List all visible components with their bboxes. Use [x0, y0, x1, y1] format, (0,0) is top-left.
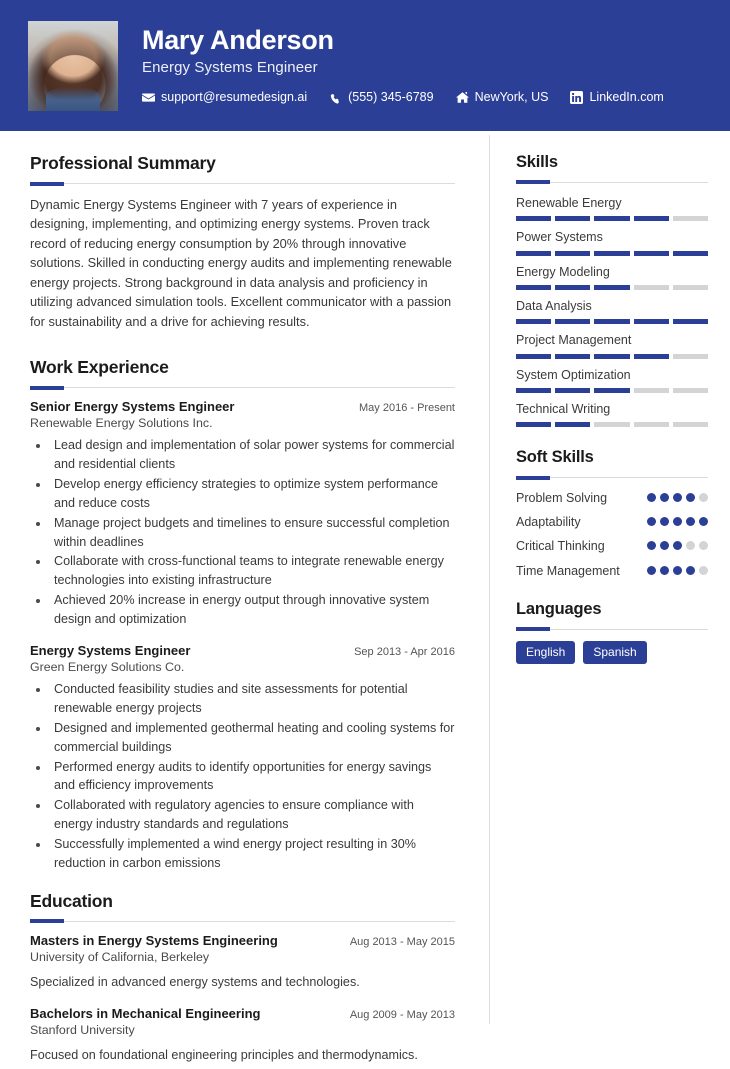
skill-segment [516, 422, 551, 427]
contact-email-label: support@resumedesign.ai [161, 90, 308, 105]
skill-segment [555, 319, 590, 324]
skill-row [516, 400, 708, 427]
skill-segment [594, 422, 629, 427]
experience-item [30, 643, 455, 873]
soft-skill-dot [699, 493, 708, 502]
skill-row [516, 228, 708, 255]
soft-skill-level-dots [647, 513, 708, 526]
experience-item [30, 399, 455, 629]
skill-level-bar [516, 285, 708, 290]
skill-segment [634, 319, 669, 324]
soft-skill-dot [660, 517, 669, 526]
skills-list [516, 194, 708, 428]
experience-bullet: • Collaborated with regulatory agencies to ensure compliance with energy industry standards and regulations [50, 796, 455, 834]
skill-level-bar [516, 422, 708, 427]
sidebar-column [490, 131, 730, 668]
skill-segment [594, 285, 629, 290]
phone-icon [329, 91, 342, 104]
education-school: Stanford University [30, 1022, 135, 1037]
soft-skill-dot [647, 541, 656, 550]
skill-segment [516, 354, 551, 359]
skill-segment [673, 251, 708, 256]
section-rule [516, 477, 708, 478]
skill-segment [634, 251, 669, 256]
experience-bullet: • Successfully implemented a wind energy project resulting in 30% reduction in carbon emissions [50, 835, 455, 873]
soft-skill-row [516, 513, 708, 531]
skill-segment [634, 388, 669, 393]
experience-company: Green Energy Solutions Co. [30, 659, 185, 674]
spacer [516, 434, 708, 448]
education-date: Aug 2009 - May 2013 [349, 1008, 455, 1021]
skill-name: Renewable Energy [516, 195, 622, 210]
skill-segment [673, 216, 708, 221]
soft-skill-dot [673, 541, 682, 550]
section-languages [516, 600, 708, 664]
section-rule [30, 921, 455, 922]
skill-level-bar [516, 354, 708, 359]
soft-skill-name: Problem Solving [516, 491, 608, 506]
avatar [28, 21, 118, 111]
skill-segment [594, 388, 629, 393]
soft-skill-dot [673, 566, 682, 575]
education-degree: Masters in Energy Systems Engineering [30, 932, 278, 948]
skill-level-bar [516, 319, 708, 324]
skill-segment [594, 251, 629, 256]
skill-segment [634, 422, 669, 427]
skill-level-bar [516, 216, 708, 221]
soft-skill-name: Adaptability [516, 515, 581, 530]
envelope-icon [142, 91, 155, 104]
soft-skill-row [516, 562, 708, 580]
experience-role: Senior Energy Systems Engineer [30, 399, 235, 415]
skill-segment [555, 388, 590, 393]
contact-linkedin[interactable] [570, 90, 663, 104]
experience-bullet: • Collaborate with cross-functional teams to integrate renewable energy technologies into existing infrastructure [50, 552, 455, 590]
section-rule [516, 629, 708, 630]
soft-skill-row [516, 489, 708, 507]
skill-row [516, 331, 708, 358]
spacer [30, 335, 455, 357]
education-note: Focused on foundational engineering principles and thermodynamics. [30, 1047, 418, 1062]
spacer [30, 877, 455, 891]
skill-segment [594, 216, 629, 221]
candidate-name: Mary Anderson [142, 24, 334, 55]
soft-skill-dot [647, 517, 656, 526]
soft-skills-list [516, 489, 708, 580]
spacer [516, 586, 708, 600]
experience-bullet: • Lead design and implementation of solar power systems for commercial and residential clients [50, 436, 455, 474]
skill-name: Project Management [516, 333, 632, 348]
resume-header [0, 0, 730, 131]
section-rule [516, 182, 708, 183]
experience-header [30, 399, 455, 414]
education-item [30, 933, 455, 992]
education-date: Aug 2013 - May 2015 [349, 935, 455, 948]
section-soft-skills [516, 448, 708, 579]
skill-name: System Optimization [516, 367, 631, 382]
skill-segment [673, 285, 708, 290]
experience-bullet: • Develop energy efficiency strategies to optimize system performance and reduce costs [50, 475, 455, 513]
experience-bullet: • Manage project budgets and timelines to ensure successful completion within deadlines [50, 514, 455, 552]
experience-company: Renewable Energy Solutions Inc. [30, 416, 213, 431]
skill-level-bar [516, 251, 708, 256]
skill-name: Power Systems [516, 230, 603, 245]
skill-segment [555, 354, 590, 359]
section-skills [516, 153, 708, 427]
skill-segment [594, 319, 629, 324]
education-header [30, 1006, 455, 1021]
skill-level-bar [516, 388, 708, 393]
contact-location[interactable] [456, 90, 549, 104]
education-header [30, 933, 455, 948]
soft-skill-level-dots [647, 562, 708, 575]
soft-skill-dot [686, 493, 695, 502]
skill-segment [673, 319, 708, 324]
summary-text: Dynamic Energy Systems Engineer with 7 years of experience in designing, implementing, and optimizing energy systems. Proven track record of reducing energy consumption by 20% through innovative solutions. Skilled in conducting energy audits and implementing renewable energy projects. Strong background in data analysis and proficiency in utilizing advanced simulation tools. Excellent communicator with a passion for sustainability and a drive for achieving results. [30, 197, 452, 329]
soft-skill-dot [660, 541, 669, 550]
experience-bullet: • Achieved 20% increase in energy output through innovative system design and optimization [50, 591, 455, 629]
soft-skill-dot [686, 566, 695, 575]
skill-row [516, 263, 708, 290]
skill-row [516, 297, 708, 324]
soft-skill-dot [647, 493, 656, 502]
experience-bullet-list [30, 436, 455, 629]
home-icon [456, 91, 469, 104]
soft-skill-dot [673, 493, 682, 502]
skill-segment [516, 319, 551, 324]
contact-phone-label: (555) 345-6789 [348, 90, 434, 105]
section-rule [30, 387, 455, 388]
experience-header [30, 643, 455, 658]
skill-segment [516, 388, 551, 393]
contact-location-label: NewYork, US [474, 90, 549, 105]
section-title-education: Education [30, 890, 113, 911]
header-text-group [142, 25, 664, 106]
soft-skill-level-dots [647, 489, 708, 502]
contact-email[interactable] [142, 90, 307, 104]
education-note: Specialized in advanced energy systems and technologies. [30, 974, 360, 989]
soft-skill-dot [686, 541, 695, 550]
soft-skill-dot [699, 517, 708, 526]
resume-body [0, 131, 730, 1062]
languages-list [516, 641, 708, 664]
section-professional-summary [30, 153, 455, 331]
experience-bullet-list [30, 680, 455, 873]
soft-skill-name: Time Management [516, 563, 620, 578]
contact-phone[interactable] [329, 90, 433, 104]
contact-linkedin-label: LinkedIn.com [589, 90, 664, 105]
language-chip: English [516, 641, 575, 664]
soft-skill-dot [699, 541, 708, 550]
soft-skill-dot [647, 566, 656, 575]
soft-skill-dot [686, 517, 695, 526]
experience-bullet: • Performed energy audits to identify opportunities for energy savings and efficiency improvements [50, 758, 455, 796]
skill-row [516, 194, 708, 221]
skill-segment [555, 251, 590, 256]
experience-date: May 2016 - Present [359, 402, 455, 415]
soft-skill-dot [699, 566, 708, 575]
skill-segment [673, 388, 708, 393]
skill-segment [673, 422, 708, 427]
skill-segment [516, 216, 551, 221]
language-chip: Spanish [583, 641, 646, 664]
profile-photo [28, 21, 118, 111]
education-item [30, 1006, 455, 1065]
section-title-languages: Languages [516, 599, 602, 618]
section-title-work-experience: Work Experience [30, 357, 169, 378]
skill-segment [673, 354, 708, 359]
skill-segment [555, 422, 590, 427]
education-school: University of California, Berkeley [30, 949, 210, 964]
skill-segment [555, 285, 590, 290]
main-column [0, 131, 489, 1069]
skill-segment [634, 354, 669, 359]
soft-skill-level-dots [647, 537, 708, 550]
section-work-experience [30, 357, 455, 873]
soft-skill-name: Critical Thinking [516, 539, 605, 554]
soft-skill-dot [660, 493, 669, 502]
skill-segment [634, 216, 669, 221]
experience-role: Energy Systems Engineer [30, 642, 191, 658]
skill-segment [594, 354, 629, 359]
skill-segment [634, 285, 669, 290]
skill-name: Data Analysis [516, 298, 592, 313]
skill-name: Technical Writing [516, 402, 611, 417]
candidate-job-title: Energy Systems Engineer [142, 59, 318, 77]
skill-name: Energy Modeling [516, 264, 610, 279]
soft-skill-dot [660, 566, 669, 575]
section-education [30, 891, 455, 1065]
section-title-professional-summary: Professional Summary [30, 153, 216, 173]
contact-list [142, 90, 664, 104]
soft-skill-row [516, 537, 708, 555]
education-degree: Bachelors in Mechanical Engineering [30, 1005, 261, 1021]
section-title-soft-skills: Soft Skills [516, 448, 594, 467]
experience-bullet: • Designed and implemented geothermal heating and cooling systems for commercial buildings [50, 719, 455, 757]
skill-segment [516, 285, 551, 290]
experience-bullet: • Conducted feasibility studies and site assessments for potential renewable energy projects [50, 680, 455, 718]
section-title-skills: Skills [516, 153, 558, 171]
skill-segment [516, 251, 551, 256]
experience-date: Sep 2013 - Apr 2016 [354, 645, 455, 658]
linkedin-icon [570, 91, 583, 104]
skill-row [516, 366, 708, 393]
section-rule [30, 183, 455, 184]
soft-skill-dot [673, 517, 682, 526]
skill-segment [555, 216, 590, 221]
